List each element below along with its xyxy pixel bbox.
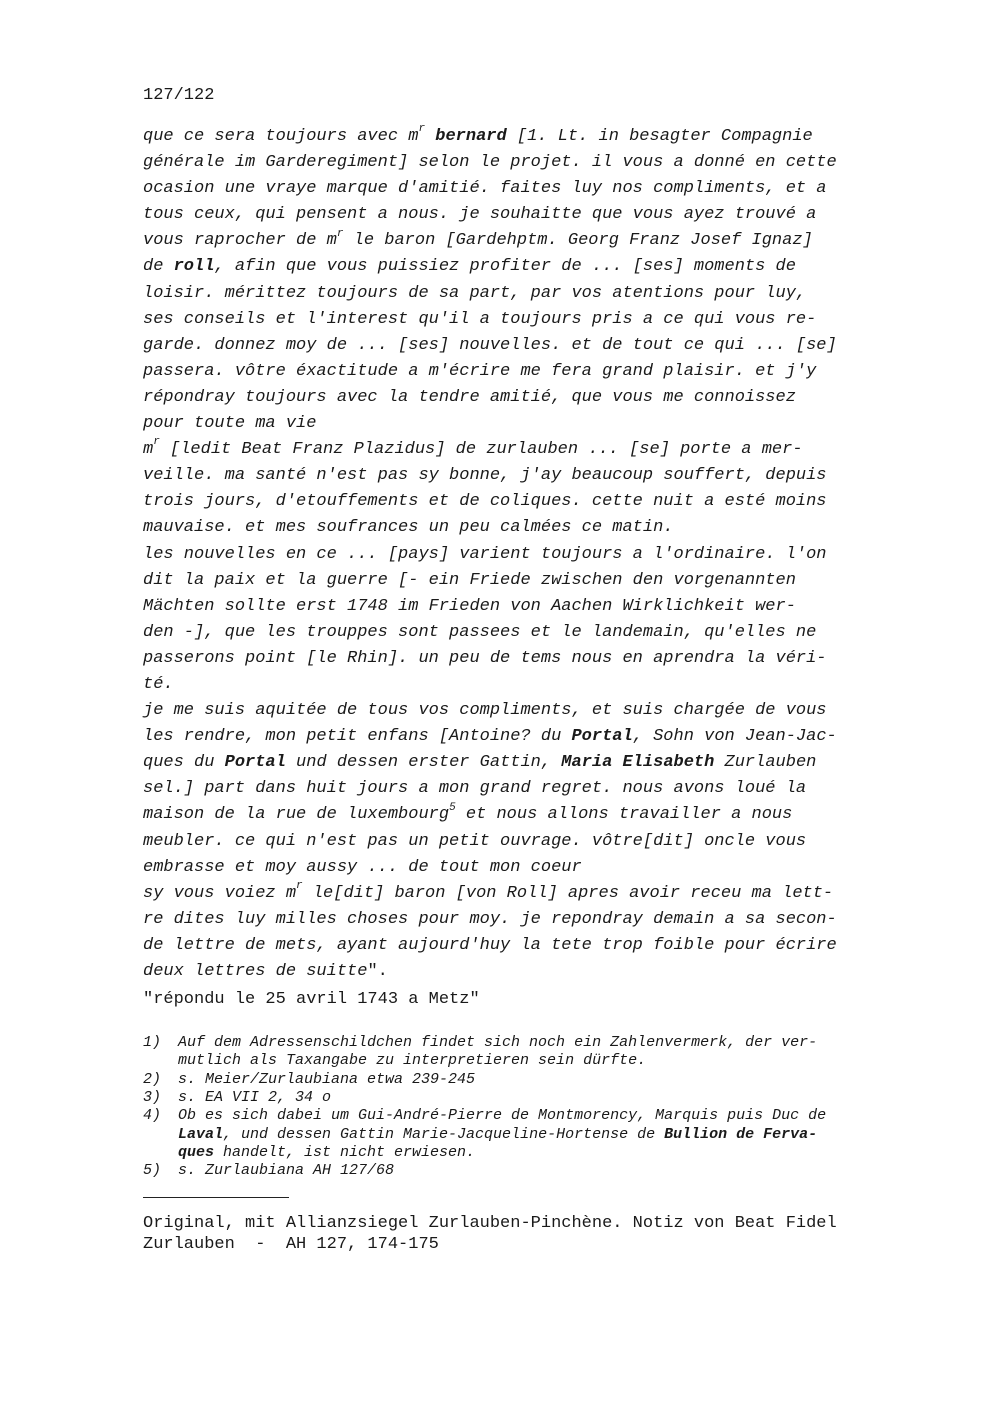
letter-line: ses conseils et l'interest qu'il a toujours pris a ce qui vous re- bbox=[143, 309, 817, 329]
footnotes bbox=[143, 1034, 923, 1180]
letter-line: embrasse et moy aussy ... de tout mon coeur bbox=[143, 857, 582, 877]
footnote-number: 2) bbox=[143, 1070, 162, 1088]
source-line: Original, mit Allianzsiegel Zurlauben-Pinchène. Notiz von Beat Fidel bbox=[143, 1214, 837, 1234]
bold-name: Maria Elisabeth bbox=[561, 753, 715, 773]
letter-line: mauvaise. et mes soufrances un peu calmées ce matin. bbox=[143, 518, 674, 538]
letter-line: re dites luy milles choses pour moy. je repondray demain a sa secon- bbox=[143, 909, 837, 929]
footnote-text bbox=[178, 1071, 923, 1089]
letter-line: ques du Portal und dessen erster Gattin, Maria Elisabeth Zurlauben bbox=[143, 753, 817, 773]
footnote-line: Auf dem Adressenschildchen findet sich noch ein Zahlenvermerk, der ver- bbox=[178, 1034, 818, 1052]
footnote-line: s. Zurlaubiana AH 127/68 bbox=[178, 1162, 395, 1180]
letter-line: dit la paix et la guerre [- ein Friede zwischen den vorgenannten bbox=[143, 570, 796, 590]
bold-name: Bullion de Ferva- bbox=[664, 1125, 818, 1143]
footnote-text bbox=[178, 1089, 923, 1107]
footnote bbox=[143, 1162, 923, 1180]
footnote-number: 3) bbox=[143, 1088, 162, 1106]
superscript: r bbox=[153, 436, 160, 449]
footnote-line: s. Meier/Zurlaubiana etwa 239-245 bbox=[178, 1070, 476, 1088]
bold-name: roll bbox=[173, 257, 215, 277]
bold-name: Portal bbox=[224, 753, 286, 773]
footnote bbox=[143, 1034, 923, 1071]
bold-name: ques bbox=[178, 1143, 215, 1161]
letter-line: de lettre de mets, ayant aujourd'huy la tete trop foible pour écrire bbox=[143, 935, 837, 955]
letter-line: vous raprocher de $m^r$ le baron [Gardehptm. Georg Franz Josef Ignaz] bbox=[143, 227, 813, 251]
letter-line: deux lettres de suitte". bbox=[143, 962, 388, 981]
letter-line: les nouvelles en ce ... [pays] varient toujours a l'ordinaire. l'on bbox=[143, 544, 827, 564]
bold-name: Laval bbox=[178, 1125, 224, 1143]
letter-line: générale im Garderegiment] selon le projet. il vous a donné en cette bbox=[143, 153, 837, 173]
footnote bbox=[143, 1107, 923, 1162]
upright-text: ". bbox=[367, 962, 388, 981]
letter-line: pour toute ma vie bbox=[143, 414, 317, 434]
superscript: r bbox=[336, 227, 344, 240]
letter-line: je me suis aquitée de tous vos compliments, et suis chargée de vous bbox=[143, 701, 827, 721]
letter-line: den -], que les trouppes sont passees et le landemain, qu'elles ne bbox=[143, 622, 817, 642]
letter-line: sy vous voiez $m^r$ le[dit] baron [von Roll] apres avoir receu ma lett- bbox=[143, 880, 834, 903]
footnote-line: ques handelt, ist nicht erwiesen. bbox=[178, 1143, 476, 1161]
footnote-text bbox=[178, 1107, 923, 1162]
letter-line: de roll, afin que vous puissiez profiter de ... [ses] moments de bbox=[143, 257, 796, 277]
letter-line: Mächten sollte erst 1748 im Frieden von Aachen Wirklichkeit wer- bbox=[143, 596, 796, 616]
footnote bbox=[143, 1071, 923, 1089]
letter-line: passera. vôtre éxactitude a m'écrire me fera grand plaisir. et j'y bbox=[143, 361, 817, 381]
letter-line: les rendre, mon petit enfans [Antoine? du Portal, Sohn von Jean-Jac- bbox=[143, 727, 837, 747]
letter-line: sel.] part dans huit jours a mon grand regret. nous avons loué la bbox=[143, 779, 807, 799]
superscript: r bbox=[418, 123, 426, 136]
footnote-line: s. EA VII 2, 34 o bbox=[178, 1088, 332, 1106]
superscript: r bbox=[296, 880, 303, 893]
superscript: 5 bbox=[449, 801, 456, 814]
document-page bbox=[143, 84, 923, 1255]
footnote bbox=[143, 1089, 923, 1107]
letter-line: garde. donnez moy de ... [ses] nouvelles. et de tout ce qui ... [se] bbox=[143, 335, 837, 355]
letter-line: veille. ma santé n'est pas sy bonne, j'ay beaucoup souffert, depuis bbox=[143, 466, 827, 486]
letter-line: té. bbox=[143, 674, 174, 694]
footnote-line: Laval, und dessen Gattin Marie-Jacqueline-Hortense de Bullion de Ferva- bbox=[178, 1125, 818, 1143]
footnote-divider bbox=[143, 1197, 289, 1198]
bold-name: bernard bbox=[435, 127, 507, 146]
footnote-number: 1) bbox=[143, 1034, 162, 1052]
footnote-line: mutlich als Taxangabe zu interpretieren sein dürfte. bbox=[178, 1052, 647, 1070]
letter-line: ocasion une vraye marque d'amitié. faites luy nos compliments, et a bbox=[143, 179, 827, 199]
reply-note: "répondu le 25 avril 1743 a Metz" bbox=[143, 990, 480, 1010]
footnote-text bbox=[178, 1034, 923, 1071]
footnote-number: 4) bbox=[143, 1107, 162, 1125]
letter-line: $m^r$ [ledit Beat Franz Plazidus] de zurlauben ... [se] porte a mer- bbox=[143, 436, 803, 460]
letter-line: répondray toujours avec la tendre amitié, que vous me connoissez bbox=[143, 387, 796, 407]
source-note bbox=[143, 1213, 923, 1255]
letter-body bbox=[143, 124, 923, 985]
letter-line: loisir. mérittez toujours de sa part, par vos atentions pour luy, bbox=[143, 283, 807, 303]
letter-line: trois jours, d'etouffements et de coliques. cette nuit a esté moins bbox=[143, 492, 827, 512]
page-number: 127/122 bbox=[143, 86, 215, 105]
source-line: Zurlauben - AH 127, 174-175 bbox=[143, 1235, 439, 1255]
letter-line: passerons point [le Rhin]. un peu de tems nous en aprendra la véri- bbox=[143, 648, 827, 668]
footnote-text bbox=[178, 1162, 923, 1180]
bold-name: Portal bbox=[571, 727, 633, 747]
footnote-line: Ob es sich dabei um Gui-André-Pierre de Montmorency, Marquis puis Duc de bbox=[178, 1107, 827, 1125]
letter-line: tous ceux, qui pensent a nous. je souhaitte que vous ayez trouvé a bbox=[143, 205, 817, 225]
letter-line: meubler. ce qui n'est pas un petit ouvrage. vôtre[dit] oncle vous bbox=[143, 831, 807, 851]
footnote-number: 5) bbox=[143, 1162, 162, 1180]
letter-line: que ce sera toujours avec $m^r$ bernard [1. Lt. in besagter Compagnie bbox=[143, 123, 813, 146]
letter-line: maison de la rue de luxembourg$^5$ et nous allons travailler a nous bbox=[143, 801, 793, 825]
